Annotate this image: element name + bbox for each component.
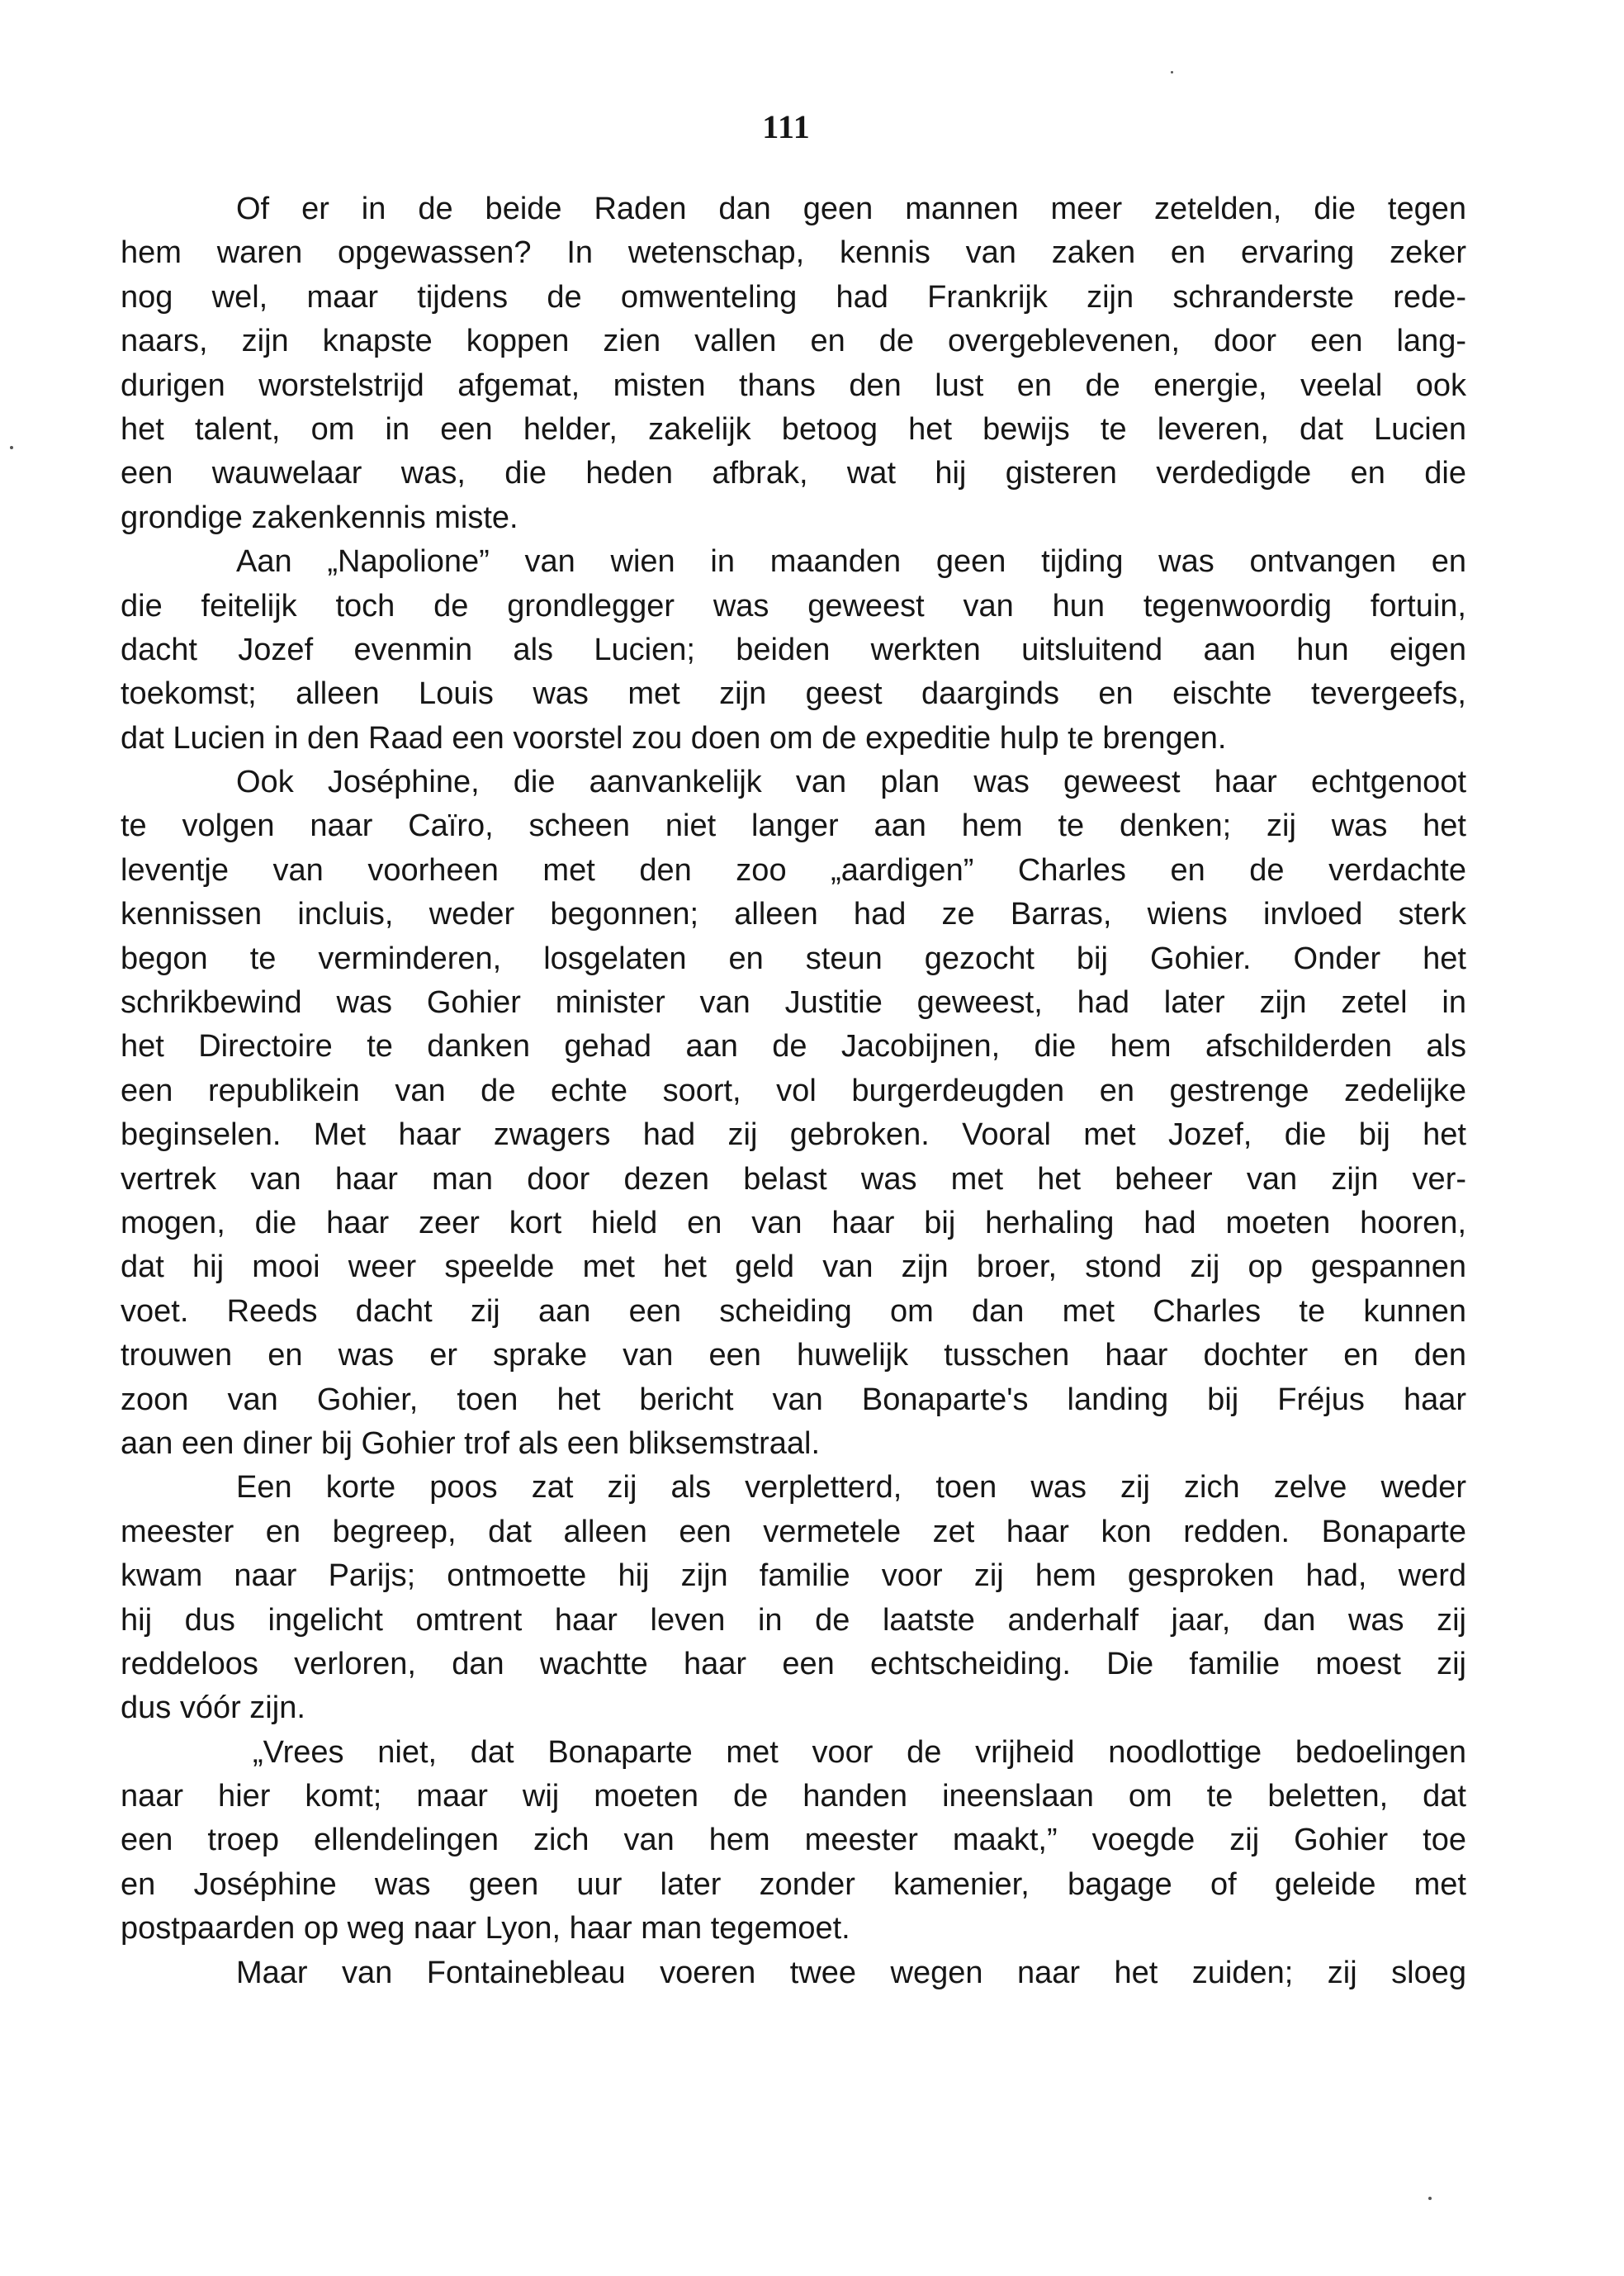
text-line: Aan „Napolione” van wien in maanden geen tijding was ontvangen en [236, 544, 1466, 580]
scan-speck [1171, 71, 1173, 73]
text-line: grondige zakenkennis miste. [121, 500, 518, 535]
text-line: kennissen incluis, weder begonnen; alleen had ze Barras, wiens invloed sterk [121, 897, 1466, 932]
text-line: toekomst; alleen Louis was met zijn geest daarginds en eischte tevergeefs, [121, 676, 1466, 712]
text-line: dat Lucien in den Raad een voorstel zou doen om de expeditie hulp te brengen. [121, 720, 1227, 756]
text-line: leventje van voorheen met den zoo „aardigen” Charles en de verdachte [121, 852, 1466, 888]
text-line: Een korte poos zat zij als verpletterd, toen was zij zich zelve weder [236, 1470, 1466, 1505]
text-line: hem waren opgewassen? In wetenschap, kennis van zaken en ervaring zeker [121, 235, 1466, 271]
text-line: „Vrees niet, dat Bonaparte met voor de vrijheid noodlottige bedoelingen [253, 1734, 1466, 1770]
text-line: reddeloos verloren, dan wachtte haar een echtscheiding. Die familie moest zij [121, 1646, 1466, 1681]
text-line: nog wel, maar tijdens de omwenteling had Frankrijk zijn schranderste rede- [121, 279, 1466, 315]
text-line: begon te verminderen, losgelaten en steun gezocht bij Gohier. Onder het [121, 941, 1466, 976]
text-line: naar hier komt; maar wij moeten de handen ineenslaan om te beletten, dat [121, 1779, 1466, 1814]
text-line: Ook Joséphine, die aanvankelijk van plan was geweest haar echtgenoot [236, 765, 1466, 800]
text-line: schrikbewind was Gohier minister van Justitie geweest, had later zijn zetel in [121, 985, 1466, 1021]
text-line: het Directoire te danken gehad aan de Jacobijnen, die hem afschilderden als [121, 1029, 1466, 1065]
text-line: dus vóór zijn. [121, 1690, 305, 1726]
text-line: Of er in de beide Raden dan geen mannen meer zetelden, die tegen [236, 192, 1466, 226]
text-line: aan een diner bij Gohier trof als een bliksemstraal. [121, 1425, 821, 1461]
text-line: te volgen naar Caïro, scheen niet langer aan hem te denken; zij was het [121, 808, 1466, 844]
text-line: hij dus ingelicht omtrent haar leven in de laatste anderhalf jaar, dan was zij [121, 1602, 1466, 1638]
text-line: dat hij mooi weer speelde met het geld van zijn broer, stond zij op gespannen [121, 1249, 1466, 1285]
text-line: postpaarden op weg naar Lyon, haar man tegemoet. [121, 1911, 850, 1946]
text-line: voet. Reeds dacht zij aan een scheiding om dan met Charles te kunnen [121, 1293, 1466, 1329]
scan-speck [1428, 2197, 1432, 2200]
text-line: naars, zijn knapste koppen zien vallen en de overgeblevenen, door een lang- [121, 324, 1466, 359]
text-line: een wauwelaar was, die heden afbrak, wat hij gisteren verdedigde en die [121, 456, 1466, 491]
text-line: een republikein van de echte soort, vol burgerdeugden en gestrenge zedelijke [121, 1073, 1466, 1108]
text-line: een troep ellendelingen zich van hem meester maakt,” voegde zij Gohier toe [121, 1823, 1466, 1858]
text-line: kwam naar Parijs; ontmoette hij zijn familie voor zij hem gesproken had, werd [121, 1558, 1466, 1594]
text-line: die feitelijk toch de grondlegger was geweest van hun tegenwoordig fortuin, [121, 588, 1466, 624]
text-line: beginselen. Met haar zwagers had zij gebroken. Vooral met Jozef, die bij het [121, 1117, 1466, 1153]
page-number: 111 [762, 108, 811, 145]
scan-speck [10, 446, 13, 449]
text-line: en Joséphine was geen uur later zonder kamenier, bagage of geleide met [121, 1866, 1466, 1902]
text-line: meester en begreep, dat alleen een vermetele zet haar kon redden. Bonaparte [121, 1514, 1466, 1549]
text-line: trouwen en was er sprake van een huwelijk tusschen haar dochter en den [121, 1338, 1466, 1373]
text-line: dacht Jozef evenmin als Lucien; beiden werkten uitsluitend aan hun eigen [121, 632, 1466, 667]
text-line: mogen, die haar zeer kort hield en van haar bij herhaling had moeten hooren, [121, 1205, 1466, 1240]
text-line: zoon van Gohier, toen het bericht van Bonaparte's landing bij Fréjus haar [121, 1382, 1466, 1417]
text-line: het talent, om in een helder, zakelijk betoog het bewijs te leveren, dat Lucien [121, 411, 1466, 447]
text-line: durigen worstelstrijd afgemat, misten thans den lust en de energie, veelal ook [121, 367, 1466, 403]
text-line: vertrek van haar man door dezen belast was met het beheer van zijn ver- [121, 1161, 1466, 1197]
text-line: Maar van Fontainebleau voeren twee wegen naar het zuiden; zij sloeg [236, 1955, 1466, 1990]
body-text [121, 187, 1466, 1995]
